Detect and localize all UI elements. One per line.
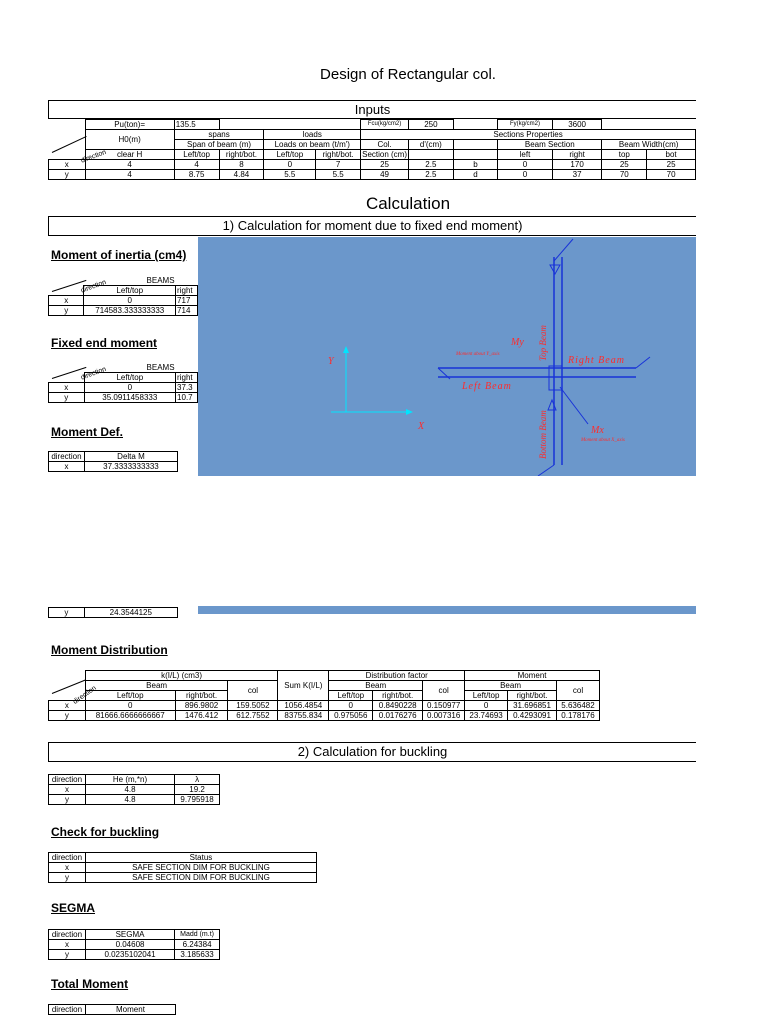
cell[interactable]: 25 xyxy=(647,160,696,170)
segma-header: SEGMA xyxy=(85,930,174,940)
cell: 0.975056 xyxy=(329,711,373,721)
moment-header: Moment xyxy=(465,671,600,681)
cell[interactable]: 37 xyxy=(552,170,602,180)
table-row xyxy=(49,608,178,618)
cell: x xyxy=(49,462,85,472)
table-row xyxy=(49,795,220,805)
cell: 0.0235102041 xyxy=(85,950,174,960)
cell: 0.150977 xyxy=(423,701,465,711)
width-top-header: top xyxy=(602,150,647,160)
cell: 23.74693 xyxy=(465,711,508,721)
cell: x xyxy=(49,296,84,306)
fixed-end-title: Fixed end moment xyxy=(51,336,158,350)
cell: 3.185633 xyxy=(175,950,220,960)
cell[interactable]: 8 xyxy=(219,160,264,170)
cell: y xyxy=(49,711,86,721)
dist-factor-header: Distribution factor xyxy=(329,671,465,681)
cell: 717 xyxy=(176,296,198,306)
inputs-header: Inputs xyxy=(48,100,696,119)
moment-header: Moment xyxy=(85,1005,175,1015)
table-row xyxy=(49,785,220,795)
joint-box xyxy=(549,366,562,390)
cell: 0.04608 xyxy=(85,940,174,950)
moment-distribution-title: Moment Distribution xyxy=(51,643,168,657)
section-cm-header: Section (cm) xyxy=(362,150,408,159)
page-title: Design of Rectangular col. xyxy=(320,66,496,83)
beam-column-diagram xyxy=(198,237,696,476)
y-axis-arrow xyxy=(343,346,349,353)
moment-def-table-continued xyxy=(48,607,178,618)
moment-def-table xyxy=(48,451,178,472)
cell: 0 xyxy=(465,701,508,711)
cell: 1056.4854 xyxy=(278,701,329,711)
diagram-svg xyxy=(198,237,696,476)
cell[interactable]: 25 xyxy=(602,160,647,170)
mx-arrow-line xyxy=(560,387,588,424)
cell: x xyxy=(49,701,86,711)
load-left-top-header: Left/top xyxy=(264,150,316,160)
cell[interactable]: 2.5 xyxy=(409,160,454,170)
check-buckling-table xyxy=(48,852,317,883)
cell: y xyxy=(49,950,86,960)
table-row xyxy=(49,296,198,306)
beam-right-tick xyxy=(636,357,650,368)
y-axis-label: Y xyxy=(328,356,334,367)
beams-label: BEAMS xyxy=(146,363,175,372)
cell: y xyxy=(49,795,86,805)
total-moment-table xyxy=(48,1004,176,1015)
mx-sub-label: Moment about X_axis xyxy=(581,438,625,443)
left-beam-label: Left Beam xyxy=(462,381,512,392)
delta-m-header: Delta M xyxy=(84,452,177,462)
load-right-bot-header: right/bot. xyxy=(316,150,361,160)
cell: SAFE SECTION DIM FOR BUCKLING xyxy=(85,873,316,883)
cell[interactable]: 0 xyxy=(264,160,316,170)
table-row xyxy=(49,462,178,472)
clear-h-header: clear H xyxy=(85,150,174,160)
table-row xyxy=(49,383,198,393)
cell[interactable]: 4 xyxy=(85,160,174,170)
m-col-header: col xyxy=(556,681,599,701)
df-col-header: col xyxy=(423,681,465,701)
k-beam-header: Beam xyxy=(85,681,228,691)
cell[interactable]: 5.5 xyxy=(264,170,316,180)
cell: 37.3333333333 xyxy=(84,462,177,472)
m-beam-header: Beam xyxy=(465,681,557,691)
madd-header: Madd (m.t) xyxy=(175,930,220,940)
cell: 159.5052 xyxy=(228,701,278,711)
cell: 0 xyxy=(84,296,176,306)
span-left-top-header: Left/top xyxy=(174,150,219,160)
cell[interactable]: 2.5 xyxy=(409,170,454,180)
k-header: k(I/L) (cm3) xyxy=(85,671,278,681)
right-header: right xyxy=(176,286,198,296)
fcu-label: Fcu(kg/cm2) xyxy=(361,120,409,130)
buckling-table xyxy=(48,774,220,805)
cell[interactable]: 7 xyxy=(316,160,361,170)
cell: 24.3544125 xyxy=(84,608,177,618)
cell[interactable]: 49 xyxy=(361,170,409,180)
cell: 4.8 xyxy=(85,785,174,795)
cell: y xyxy=(49,306,84,316)
inertia-direction-label: direction xyxy=(80,278,108,295)
cell[interactable]: 4 xyxy=(85,170,174,180)
cell: x xyxy=(49,383,85,393)
section2-header: 2) Calculation for buckling xyxy=(48,742,696,762)
cell: 0.8490228 xyxy=(373,701,423,711)
cell: 0.007316 xyxy=(423,711,465,721)
cell: y xyxy=(49,873,86,883)
cell: x xyxy=(49,785,86,795)
cell: SAFE SECTION DIM FOR BUCKLING xyxy=(85,863,316,873)
table-row xyxy=(49,306,198,316)
left-top-header: Left/top xyxy=(84,286,176,296)
cell: 4.8 xyxy=(85,795,174,805)
df-left-top-header: Left/top xyxy=(329,691,373,701)
cell[interactable]: 25 xyxy=(361,160,409,170)
table-row xyxy=(49,863,317,873)
cell: y xyxy=(49,393,85,403)
cell[interactable]: 70 xyxy=(647,170,696,180)
bottom-beam-label: Bottom Beam xyxy=(538,410,548,459)
cell[interactable]: 70 xyxy=(602,170,647,180)
lambda-header: λ xyxy=(175,775,220,785)
inputs-direction-label: direction xyxy=(80,148,108,165)
m-right-bot-header: right/bot. xyxy=(508,691,557,701)
segma-title: SEGMA xyxy=(51,901,96,915)
direction-header: direction xyxy=(49,930,86,940)
top-arrow xyxy=(550,265,560,274)
pu-label: Pu(ton)= xyxy=(85,120,174,130)
cell[interactable]: 4.84 xyxy=(219,170,264,180)
status-header: Status xyxy=(85,853,316,863)
beam-section-header: Beam Section xyxy=(498,140,602,150)
fixed-end-table xyxy=(48,363,198,403)
fcu-value[interactable]: 250 xyxy=(409,120,454,130)
section1-header: 1) Calculation for moment due to fixed end moment) xyxy=(48,216,696,236)
left-top-header: Left/top xyxy=(84,373,175,383)
span-of-beam-header: Span of beam (m) xyxy=(174,140,264,150)
df-beam-header: Beam xyxy=(329,681,423,691)
beams-label: BEAMS xyxy=(146,276,175,285)
table-row xyxy=(49,170,696,180)
col-header: Col. xyxy=(361,140,409,150)
direction-header: direction xyxy=(49,853,86,863)
diagram-bottom-strip xyxy=(198,606,696,614)
cell: 0 xyxy=(329,701,373,711)
cell[interactable]: 4 xyxy=(174,160,219,170)
cell: 0 xyxy=(84,383,175,393)
x-axis-label: X xyxy=(418,421,425,432)
m-left-top-header: Left/top xyxy=(465,691,508,701)
x-axis-arrow xyxy=(406,409,413,415)
calculation-heading: Calculation xyxy=(365,194,451,213)
cell: y xyxy=(49,170,86,180)
direction-header: direction xyxy=(49,1005,86,1015)
cell: 0.178176 xyxy=(556,711,599,721)
span-right-bot-header: right/bot. xyxy=(219,150,264,160)
spans-header: spans xyxy=(174,130,264,140)
beam-left-header: left xyxy=(498,150,553,160)
k-right-bot-header: right/bot. xyxy=(175,691,228,701)
table-row xyxy=(49,950,220,960)
fy-value[interactable]: 3600 xyxy=(552,120,602,130)
fy-label: Fy(kg/cm2) xyxy=(498,120,553,130)
cell: 896.9802 xyxy=(175,701,228,711)
cell: 612.7552 xyxy=(228,711,278,721)
moment-inertia-table xyxy=(48,276,198,316)
cell: 37.3 xyxy=(176,383,198,393)
moment-distribution-table xyxy=(48,670,600,721)
pu-value[interactable]: 135.5 xyxy=(174,120,219,130)
table-row xyxy=(49,711,600,721)
table-row xyxy=(49,940,220,950)
mx-label: Mx xyxy=(591,425,604,436)
right-header: right xyxy=(176,373,198,383)
segma-table xyxy=(48,929,220,960)
cell: 0.0176276 xyxy=(373,711,423,721)
cell: 0 xyxy=(85,701,175,711)
h0-label: H0(m) xyxy=(85,130,174,150)
table-row xyxy=(49,393,198,403)
inputs-table xyxy=(48,119,696,180)
direction-header: direction xyxy=(49,452,85,462)
fixed-end-direction-label: direction xyxy=(80,365,108,382)
cell[interactable]: 0 xyxy=(498,170,553,180)
cell: 0.4293091 xyxy=(508,711,557,721)
my-sub-label: Moment about Y_axis xyxy=(456,352,500,357)
cell: x xyxy=(49,863,86,873)
k-left-top-header: Left/top xyxy=(85,691,175,701)
cell: 81666.6666666667 xyxy=(85,711,175,721)
cell: 6.24384 xyxy=(175,940,220,950)
he-header: He (m,*n) xyxy=(85,775,174,785)
cell: x xyxy=(49,940,86,950)
column-top-tick xyxy=(554,239,573,261)
table-row xyxy=(49,701,600,711)
total-moment-title: Total Moment xyxy=(51,977,129,991)
direction-header: direction xyxy=(49,775,86,785)
moment-inertia-title: Moment of inertia (cm4) xyxy=(51,248,187,262)
right-beam-label: Right Beam xyxy=(568,355,625,366)
moment-def-title: Moment Def. xyxy=(51,425,123,439)
width-bot-header: bot xyxy=(647,150,696,160)
table-row xyxy=(49,160,696,170)
cell: 714583.333333333 xyxy=(84,306,176,316)
loads-on-beam-header: Loads on beam (t/m') xyxy=(264,140,361,150)
beam-width-header: Beam Width(cm) xyxy=(602,140,696,150)
cell[interactable]: 170 xyxy=(552,160,602,170)
cell[interactable]: 8.75 xyxy=(174,170,219,180)
df-right-bot-header: right/bot. xyxy=(373,691,423,701)
cell: y xyxy=(49,608,85,618)
cell[interactable]: 0 xyxy=(498,160,553,170)
cell: d xyxy=(453,170,497,180)
beam-right-header: right xyxy=(552,150,602,160)
cell: 31.696851 xyxy=(508,701,557,711)
dprime-header: d'(cm) xyxy=(409,140,454,150)
check-buckling-title: Check for buckling xyxy=(51,825,160,839)
my-arrow xyxy=(548,400,556,410)
cell: 10.7 xyxy=(176,393,198,403)
cell: 714 xyxy=(176,306,198,316)
cell: b xyxy=(453,160,497,170)
column-bottom-tick xyxy=(538,465,554,476)
cell: x xyxy=(49,160,86,170)
loads-header: loads xyxy=(264,130,361,140)
cell: 9.795918 xyxy=(175,795,220,805)
sum-k-header: Sum K(I/L) xyxy=(278,671,329,701)
cell: 1476.412 xyxy=(175,711,228,721)
cell: 35.0911458333 xyxy=(84,393,175,403)
distribution-direction-label: direction xyxy=(72,684,98,706)
cell: 19.2 xyxy=(175,785,220,795)
sections-properties-header: Sections Properties xyxy=(361,130,696,140)
cell: 5.636482 xyxy=(556,701,599,711)
top-beam-label: Top Beam xyxy=(538,325,548,361)
my-label: My xyxy=(511,337,524,348)
table-row xyxy=(49,873,317,883)
k-col-header: col xyxy=(228,681,278,701)
cell: 83755.834 xyxy=(278,711,329,721)
cell[interactable]: 5.5 xyxy=(316,170,361,180)
